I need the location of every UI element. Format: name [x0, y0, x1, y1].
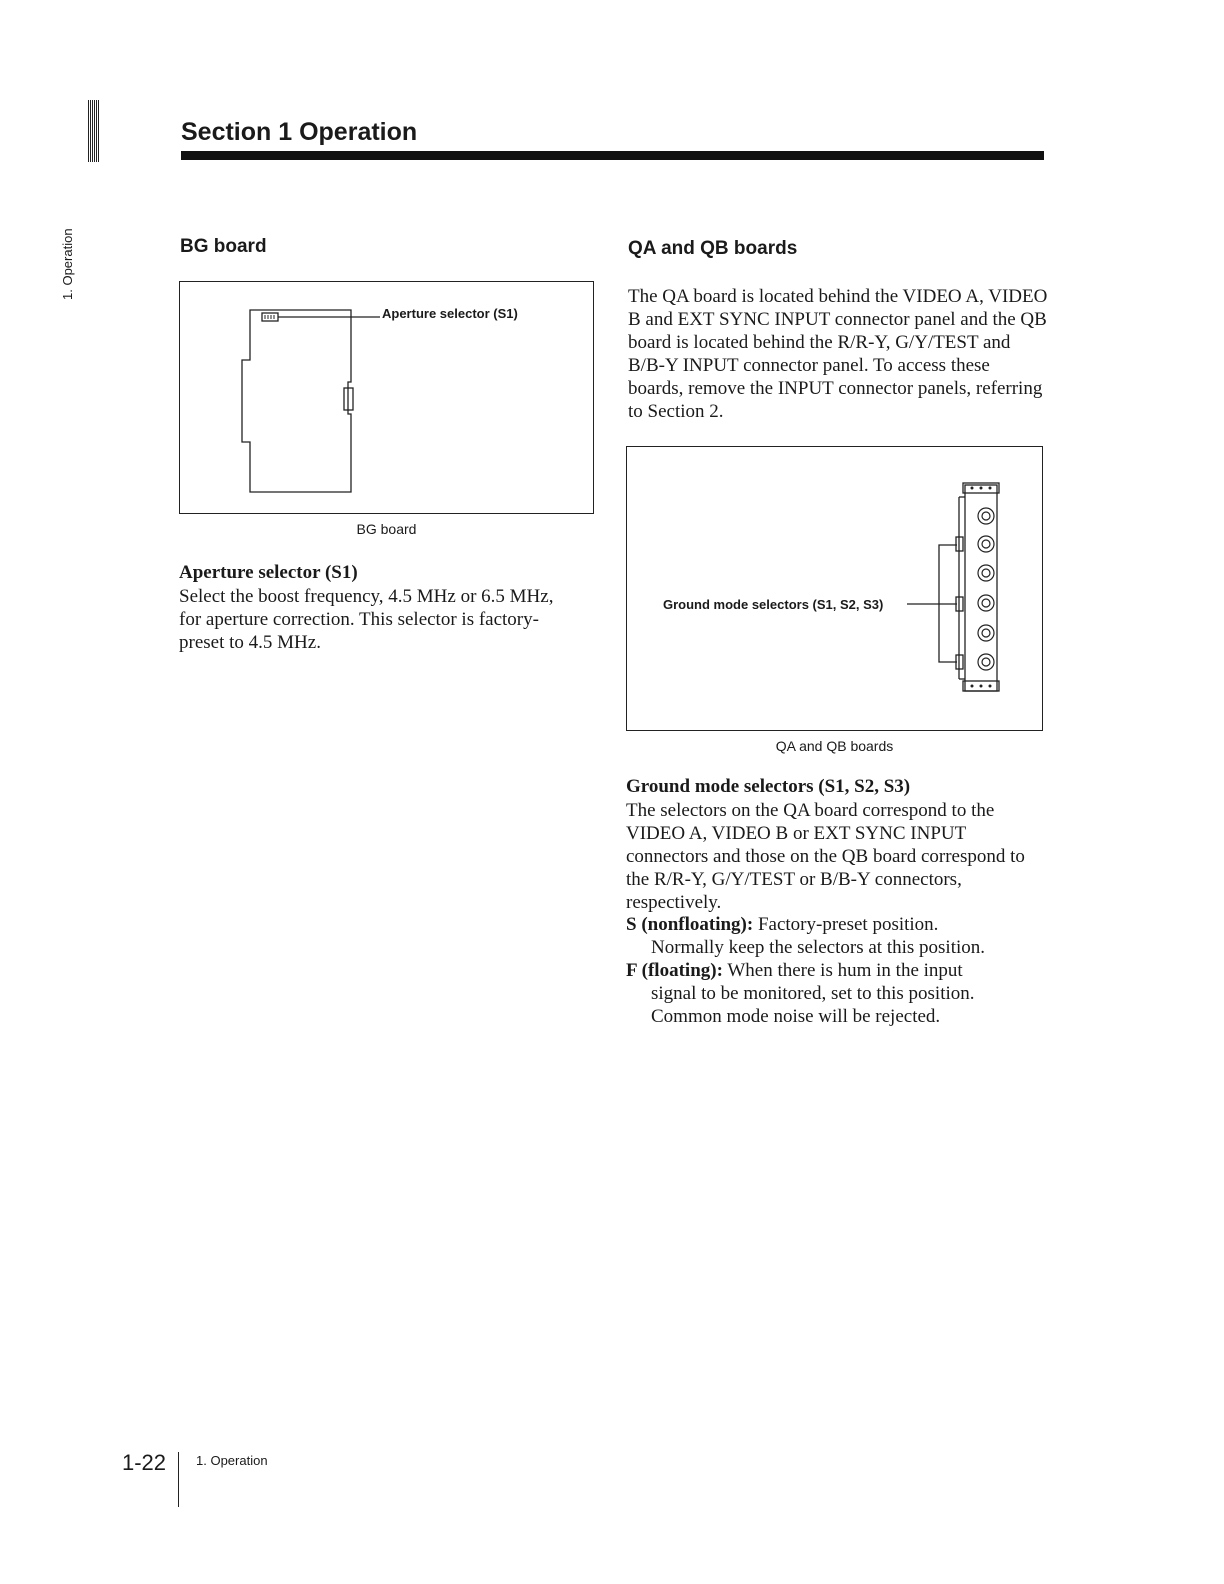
side-tab: [60, 100, 108, 300]
qa-qb-boards-diagram: [627, 447, 1042, 730]
bg-board-heading: BG board: [180, 236, 267, 257]
aperture-selector-callout: Aperture selector (S1): [382, 306, 518, 321]
ground-mode-selectors-heading: Ground mode selectors (S1, S2, S3): [626, 776, 911, 797]
definition-term: S (nonfloating):: [626, 914, 754, 935]
footer-rule: [178, 1452, 179, 1507]
definition-first-line: Factory-preset position.: [757, 914, 939, 935]
ground-mode-selectors-callout: Ground mode selectors (S1, S2, S3): [663, 597, 884, 612]
tab-marker-bars: [88, 100, 100, 162]
aperture-selector-heading: Aperture selector (S1): [179, 562, 358, 583]
page-number: 1-22: [122, 1450, 167, 1475]
ground-mode-selectors-body: The selectors on the QA board correspond to the VIDEO A, VIDEO B or EXT SYNC INPUT connectors and those on the QB board correspond to the R/R-Y, G/Y/TEST or B/B-Y connectors, respectively.: [626, 800, 1025, 913]
footer-label: 1. Operation: [196, 1453, 268, 1468]
section-title: Section 1 Operation: [181, 118, 418, 146]
definition-first-line: When there is hum in the input: [727, 960, 963, 981]
qa-qb-boards-caption: QA and QB boards: [775, 738, 894, 754]
bg-board-figure: [179, 281, 594, 514]
qa-qb-boards-figure: [626, 446, 1043, 731]
aperture-selector-body: Select the boost frequency, 4.5 MHz or 6.5 MHz, for aperture correction. This selector is factory-preset to 4.5 MHz.: [179, 586, 554, 653]
title-rule: [181, 151, 1044, 160]
definition-floating: [626, 959, 1026, 1028]
definition-rest: signal to be monitored, set to this position. Common mode noise will be rejected.: [651, 983, 975, 1027]
definition-rest: Normally keep the selectors at this position.: [651, 937, 986, 958]
definition-term: F (floating):: [626, 960, 723, 981]
definition-nonfloating: [626, 913, 1026, 959]
qa-qb-boards-heading: QA and QB boards: [628, 238, 798, 259]
qa-qb-intro-text: The QA board is located behind the VIDEO A, VIDEO B and EXT SYNC INPUT connector panel and the QB board is located behind the R/R-Y, G/Y/TEST and B/B-Y INPUT connector panel. To access these boards, remove the INPUT connector panels, referring to Section 2.: [628, 286, 1048, 422]
side-tab-label: 1. Operation: [60, 228, 75, 300]
bg-board-caption: BG board: [356, 521, 417, 537]
